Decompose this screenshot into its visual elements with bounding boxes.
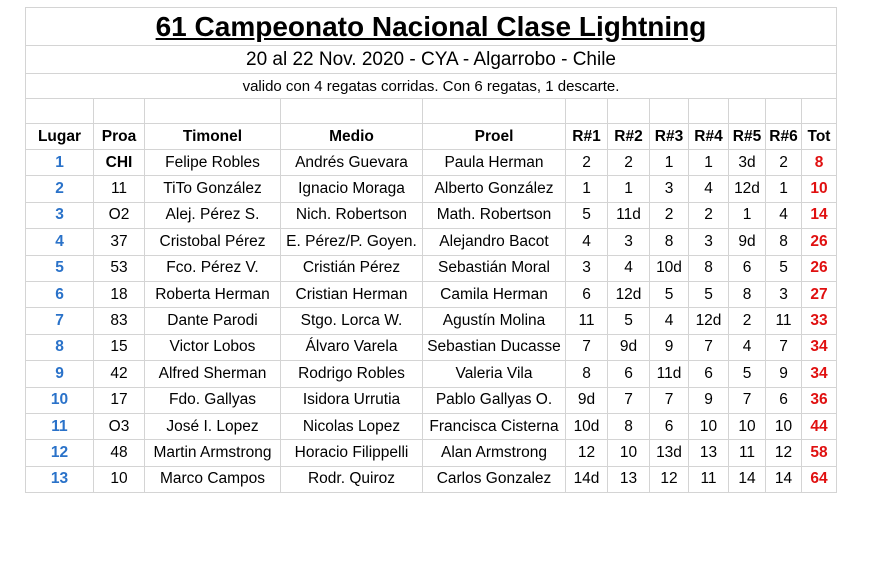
lugar-cell: 13 <box>26 466 94 492</box>
empty-cell <box>729 99 766 124</box>
header-tot: Tot <box>802 124 837 150</box>
total-cell: 27 <box>802 281 837 307</box>
title-row <box>26 8 837 46</box>
timonel-cell: Victor Lobos <box>145 334 281 360</box>
header-lugar: Lugar <box>26 124 94 150</box>
race-5-cell: 2 <box>729 308 766 334</box>
race-1-cell: 12 <box>566 440 608 466</box>
race-4-cell: 3 <box>689 229 729 255</box>
medio-cell: Cristián Pérez <box>281 255 423 281</box>
lugar-cell: 10 <box>26 387 94 413</box>
medio-cell: E. Pérez/P. Goyen. <box>281 229 423 255</box>
medio-cell: Nicolas Lopez <box>281 413 423 439</box>
timonel-cell: José I. Lopez <box>145 413 281 439</box>
race-6-cell: 4 <box>766 202 802 228</box>
empty-cell <box>94 99 145 124</box>
timonel-cell: TiTo González <box>145 176 281 202</box>
timonel-cell: Dante Parodi <box>145 308 281 334</box>
table-row <box>26 150 837 176</box>
race-5-cell: 8 <box>729 281 766 307</box>
timonel-cell: Fco. Pérez V. <box>145 255 281 281</box>
proa-cell: 10 <box>94 466 145 492</box>
race-3-cell: 2 <box>650 202 689 228</box>
race-6-cell: 11 <box>766 308 802 334</box>
results-sheet <box>25 7 837 493</box>
empty-cell <box>423 99 566 124</box>
timonel-cell: Felipe Robles <box>145 150 281 176</box>
header-timonel: Timonel <box>145 124 281 150</box>
race-2-cell: 11d <box>608 202 650 228</box>
timonel-cell: Roberta Herman <box>145 281 281 307</box>
race-4-cell: 13 <box>689 440 729 466</box>
race-5-cell: 4 <box>729 334 766 360</box>
proel-cell: Carlos Gonzalez <box>423 466 566 492</box>
proa-cell: 37 <box>94 229 145 255</box>
race-1-cell: 3 <box>566 255 608 281</box>
race-2-cell: 5 <box>608 308 650 334</box>
total-cell: 26 <box>802 255 837 281</box>
page-title: 61 Campeonato Nacional Clase Lightning <box>26 8 837 46</box>
race-4-cell: 1 <box>689 150 729 176</box>
total-cell: 36 <box>802 387 837 413</box>
table-row <box>26 361 837 387</box>
medio-cell: Álvaro Varela <box>281 334 423 360</box>
table-row <box>26 308 837 334</box>
race-6-cell: 7 <box>766 334 802 360</box>
race-4-cell: 7 <box>689 334 729 360</box>
race-6-cell: 3 <box>766 281 802 307</box>
table-row <box>26 334 837 360</box>
empty-cell <box>281 99 423 124</box>
table-row <box>26 387 837 413</box>
results-table <box>25 7 837 493</box>
race-3-cell: 1 <box>650 150 689 176</box>
proa-cell: O2 <box>94 202 145 228</box>
proel-cell: Alberto González <box>423 176 566 202</box>
race-5-cell: 11 <box>729 440 766 466</box>
race-3-cell: 3 <box>650 176 689 202</box>
proa-cell: 42 <box>94 361 145 387</box>
race-6-cell: 8 <box>766 229 802 255</box>
race-5-cell: 1 <box>729 202 766 228</box>
proel-cell: Paula Herman <box>423 150 566 176</box>
race-2-cell: 4 <box>608 255 650 281</box>
header-r5: R#5 <box>729 124 766 150</box>
proa-cell: O3 <box>94 413 145 439</box>
header-r2: R#2 <box>608 124 650 150</box>
race-2-cell: 12d <box>608 281 650 307</box>
lugar-cell: 1 <box>26 150 94 176</box>
total-cell: 44 <box>802 413 837 439</box>
total-cell: 26 <box>802 229 837 255</box>
timonel-cell: Alej. Pérez S. <box>145 202 281 228</box>
race-4-cell: 8 <box>689 255 729 281</box>
proel-cell: Francisca Cisterna <box>423 413 566 439</box>
race-2-cell: 6 <box>608 361 650 387</box>
medio-cell: Rodr. Quiroz <box>281 466 423 492</box>
table-row <box>26 229 837 255</box>
race-6-cell: 12 <box>766 440 802 466</box>
medio-cell: Stgo. Lorca W. <box>281 308 423 334</box>
race-1-cell: 8 <box>566 361 608 387</box>
race-5-cell: 9d <box>729 229 766 255</box>
table-row <box>26 281 837 307</box>
header-r6: R#6 <box>766 124 802 150</box>
header-r1: R#1 <box>566 124 608 150</box>
race-4-cell: 6 <box>689 361 729 387</box>
proa-cell: 18 <box>94 281 145 307</box>
empty-cell <box>689 99 729 124</box>
timonel-cell: Fdo. Gallyas <box>145 387 281 413</box>
timonel-cell: Cristobal Pérez <box>145 229 281 255</box>
proa-cell: 17 <box>94 387 145 413</box>
race-1-cell: 2 <box>566 150 608 176</box>
proel-cell: Agustín Molina <box>423 308 566 334</box>
header-r4: R#4 <box>689 124 729 150</box>
table-row <box>26 255 837 281</box>
header-proa: Proa <box>94 124 145 150</box>
race-4-cell: 2 <box>689 202 729 228</box>
proa-cell: 53 <box>94 255 145 281</box>
race-3-cell: 5 <box>650 281 689 307</box>
race-6-cell: 9 <box>766 361 802 387</box>
lugar-cell: 11 <box>26 413 94 439</box>
race-3-cell: 13d <box>650 440 689 466</box>
proel-cell: Camila Herman <box>423 281 566 307</box>
table-row <box>26 202 837 228</box>
subtitle-row <box>26 46 837 74</box>
empty-cell <box>650 99 689 124</box>
total-cell: 58 <box>802 440 837 466</box>
note-row <box>26 74 837 99</box>
total-cell: 8 <box>802 150 837 176</box>
medio-cell: Andrés Guevara <box>281 150 423 176</box>
race-3-cell: 10d <box>650 255 689 281</box>
race-1-cell: 9d <box>566 387 608 413</box>
race-3-cell: 12 <box>650 466 689 492</box>
lugar-cell: 7 <box>26 308 94 334</box>
header-proel: Proel <box>423 124 566 150</box>
medio-cell: Rodrigo Robles <box>281 361 423 387</box>
race-3-cell: 4 <box>650 308 689 334</box>
lugar-cell: 5 <box>26 255 94 281</box>
medio-cell: Nich. Robertson <box>281 202 423 228</box>
race-4-cell: 4 <box>689 176 729 202</box>
total-cell: 33 <box>802 308 837 334</box>
total-cell: 34 <box>802 361 837 387</box>
race-4-cell: 12d <box>689 308 729 334</box>
race-3-cell: 9 <box>650 334 689 360</box>
race-1-cell: 7 <box>566 334 608 360</box>
blank-row <box>26 99 837 124</box>
race-4-cell: 11 <box>689 466 729 492</box>
race-4-cell: 9 <box>689 387 729 413</box>
timonel-cell: Martin Armstrong <box>145 440 281 466</box>
total-cell: 14 <box>802 202 837 228</box>
medio-cell: Horacio Filippelli <box>281 440 423 466</box>
empty-cell <box>145 99 281 124</box>
race-6-cell: 2 <box>766 150 802 176</box>
empty-cell <box>802 99 837 124</box>
total-cell: 34 <box>802 334 837 360</box>
race-6-cell: 6 <box>766 387 802 413</box>
header-medio: Medio <box>281 124 423 150</box>
table-row <box>26 440 837 466</box>
lugar-cell: 4 <box>26 229 94 255</box>
table-row <box>26 466 837 492</box>
scoring-note: valido con 4 regatas corridas. Con 6 regatas, 1 descarte. <box>26 74 837 99</box>
proel-cell: Alejandro Bacot <box>423 229 566 255</box>
race-3-cell: 11d <box>650 361 689 387</box>
total-cell: 10 <box>802 176 837 202</box>
race-6-cell: 14 <box>766 466 802 492</box>
timonel-cell: Alfred Sherman <box>145 361 281 387</box>
proa-cell: 48 <box>94 440 145 466</box>
proa-cell: 11 <box>94 176 145 202</box>
race-5-cell: 7 <box>729 387 766 413</box>
lugar-cell: 12 <box>26 440 94 466</box>
proel-cell: Alan Armstrong <box>423 440 566 466</box>
race-2-cell: 2 <box>608 150 650 176</box>
race-3-cell: 8 <box>650 229 689 255</box>
race-1-cell: 5 <box>566 202 608 228</box>
empty-cell <box>766 99 802 124</box>
proel-cell: Math. Robertson <box>423 202 566 228</box>
lugar-cell: 8 <box>26 334 94 360</box>
race-2-cell: 3 <box>608 229 650 255</box>
race-3-cell: 6 <box>650 413 689 439</box>
event-subtitle: 20 al 22 Nov. 2020 - CYA - Algarrobo - Chile <box>26 46 837 74</box>
medio-cell: Ignacio Moraga <box>281 176 423 202</box>
total-cell: 64 <box>802 466 837 492</box>
proel-cell: Sebastian Ducasse <box>423 334 566 360</box>
proa-cell: 83 <box>94 308 145 334</box>
race-3-cell: 7 <box>650 387 689 413</box>
medio-cell: Cristian Herman <box>281 281 423 307</box>
proel-cell: Sebastián Moral <box>423 255 566 281</box>
race-5-cell: 5 <box>729 361 766 387</box>
race-2-cell: 7 <box>608 387 650 413</box>
proel-cell: Pablo Gallyas O. <box>423 387 566 413</box>
empty-cell <box>566 99 608 124</box>
race-6-cell: 5 <box>766 255 802 281</box>
race-5-cell: 14 <box>729 466 766 492</box>
race-5-cell: 10 <box>729 413 766 439</box>
race-1-cell: 14d <box>566 466 608 492</box>
race-1-cell: 11 <box>566 308 608 334</box>
proa-cell: 15 <box>94 334 145 360</box>
race-5-cell: 6 <box>729 255 766 281</box>
lugar-cell: 3 <box>26 202 94 228</box>
race-5-cell: 12d <box>729 176 766 202</box>
race-2-cell: 1 <box>608 176 650 202</box>
medio-cell: Isidora Urrutia <box>281 387 423 413</box>
race-4-cell: 10 <box>689 413 729 439</box>
lugar-cell: 9 <box>26 361 94 387</box>
lugar-cell: 2 <box>26 176 94 202</box>
race-1-cell: 10d <box>566 413 608 439</box>
race-6-cell: 1 <box>766 176 802 202</box>
race-2-cell: 8 <box>608 413 650 439</box>
race-1-cell: 1 <box>566 176 608 202</box>
proel-cell: Valeria Vila <box>423 361 566 387</box>
race-5-cell: 3d <box>729 150 766 176</box>
race-4-cell: 5 <box>689 281 729 307</box>
empty-cell <box>26 99 94 124</box>
race-2-cell: 10 <box>608 440 650 466</box>
empty-cell <box>608 99 650 124</box>
race-6-cell: 10 <box>766 413 802 439</box>
race-1-cell: 4 <box>566 229 608 255</box>
timonel-cell: Marco Campos <box>145 466 281 492</box>
header-r3: R#3 <box>650 124 689 150</box>
race-2-cell: 13 <box>608 466 650 492</box>
proa-cell: CHI <box>94 150 145 176</box>
table-row <box>26 413 837 439</box>
table-row <box>26 176 837 202</box>
race-2-cell: 9d <box>608 334 650 360</box>
race-1-cell: 6 <box>566 281 608 307</box>
header-row <box>26 124 837 150</box>
lugar-cell: 6 <box>26 281 94 307</box>
